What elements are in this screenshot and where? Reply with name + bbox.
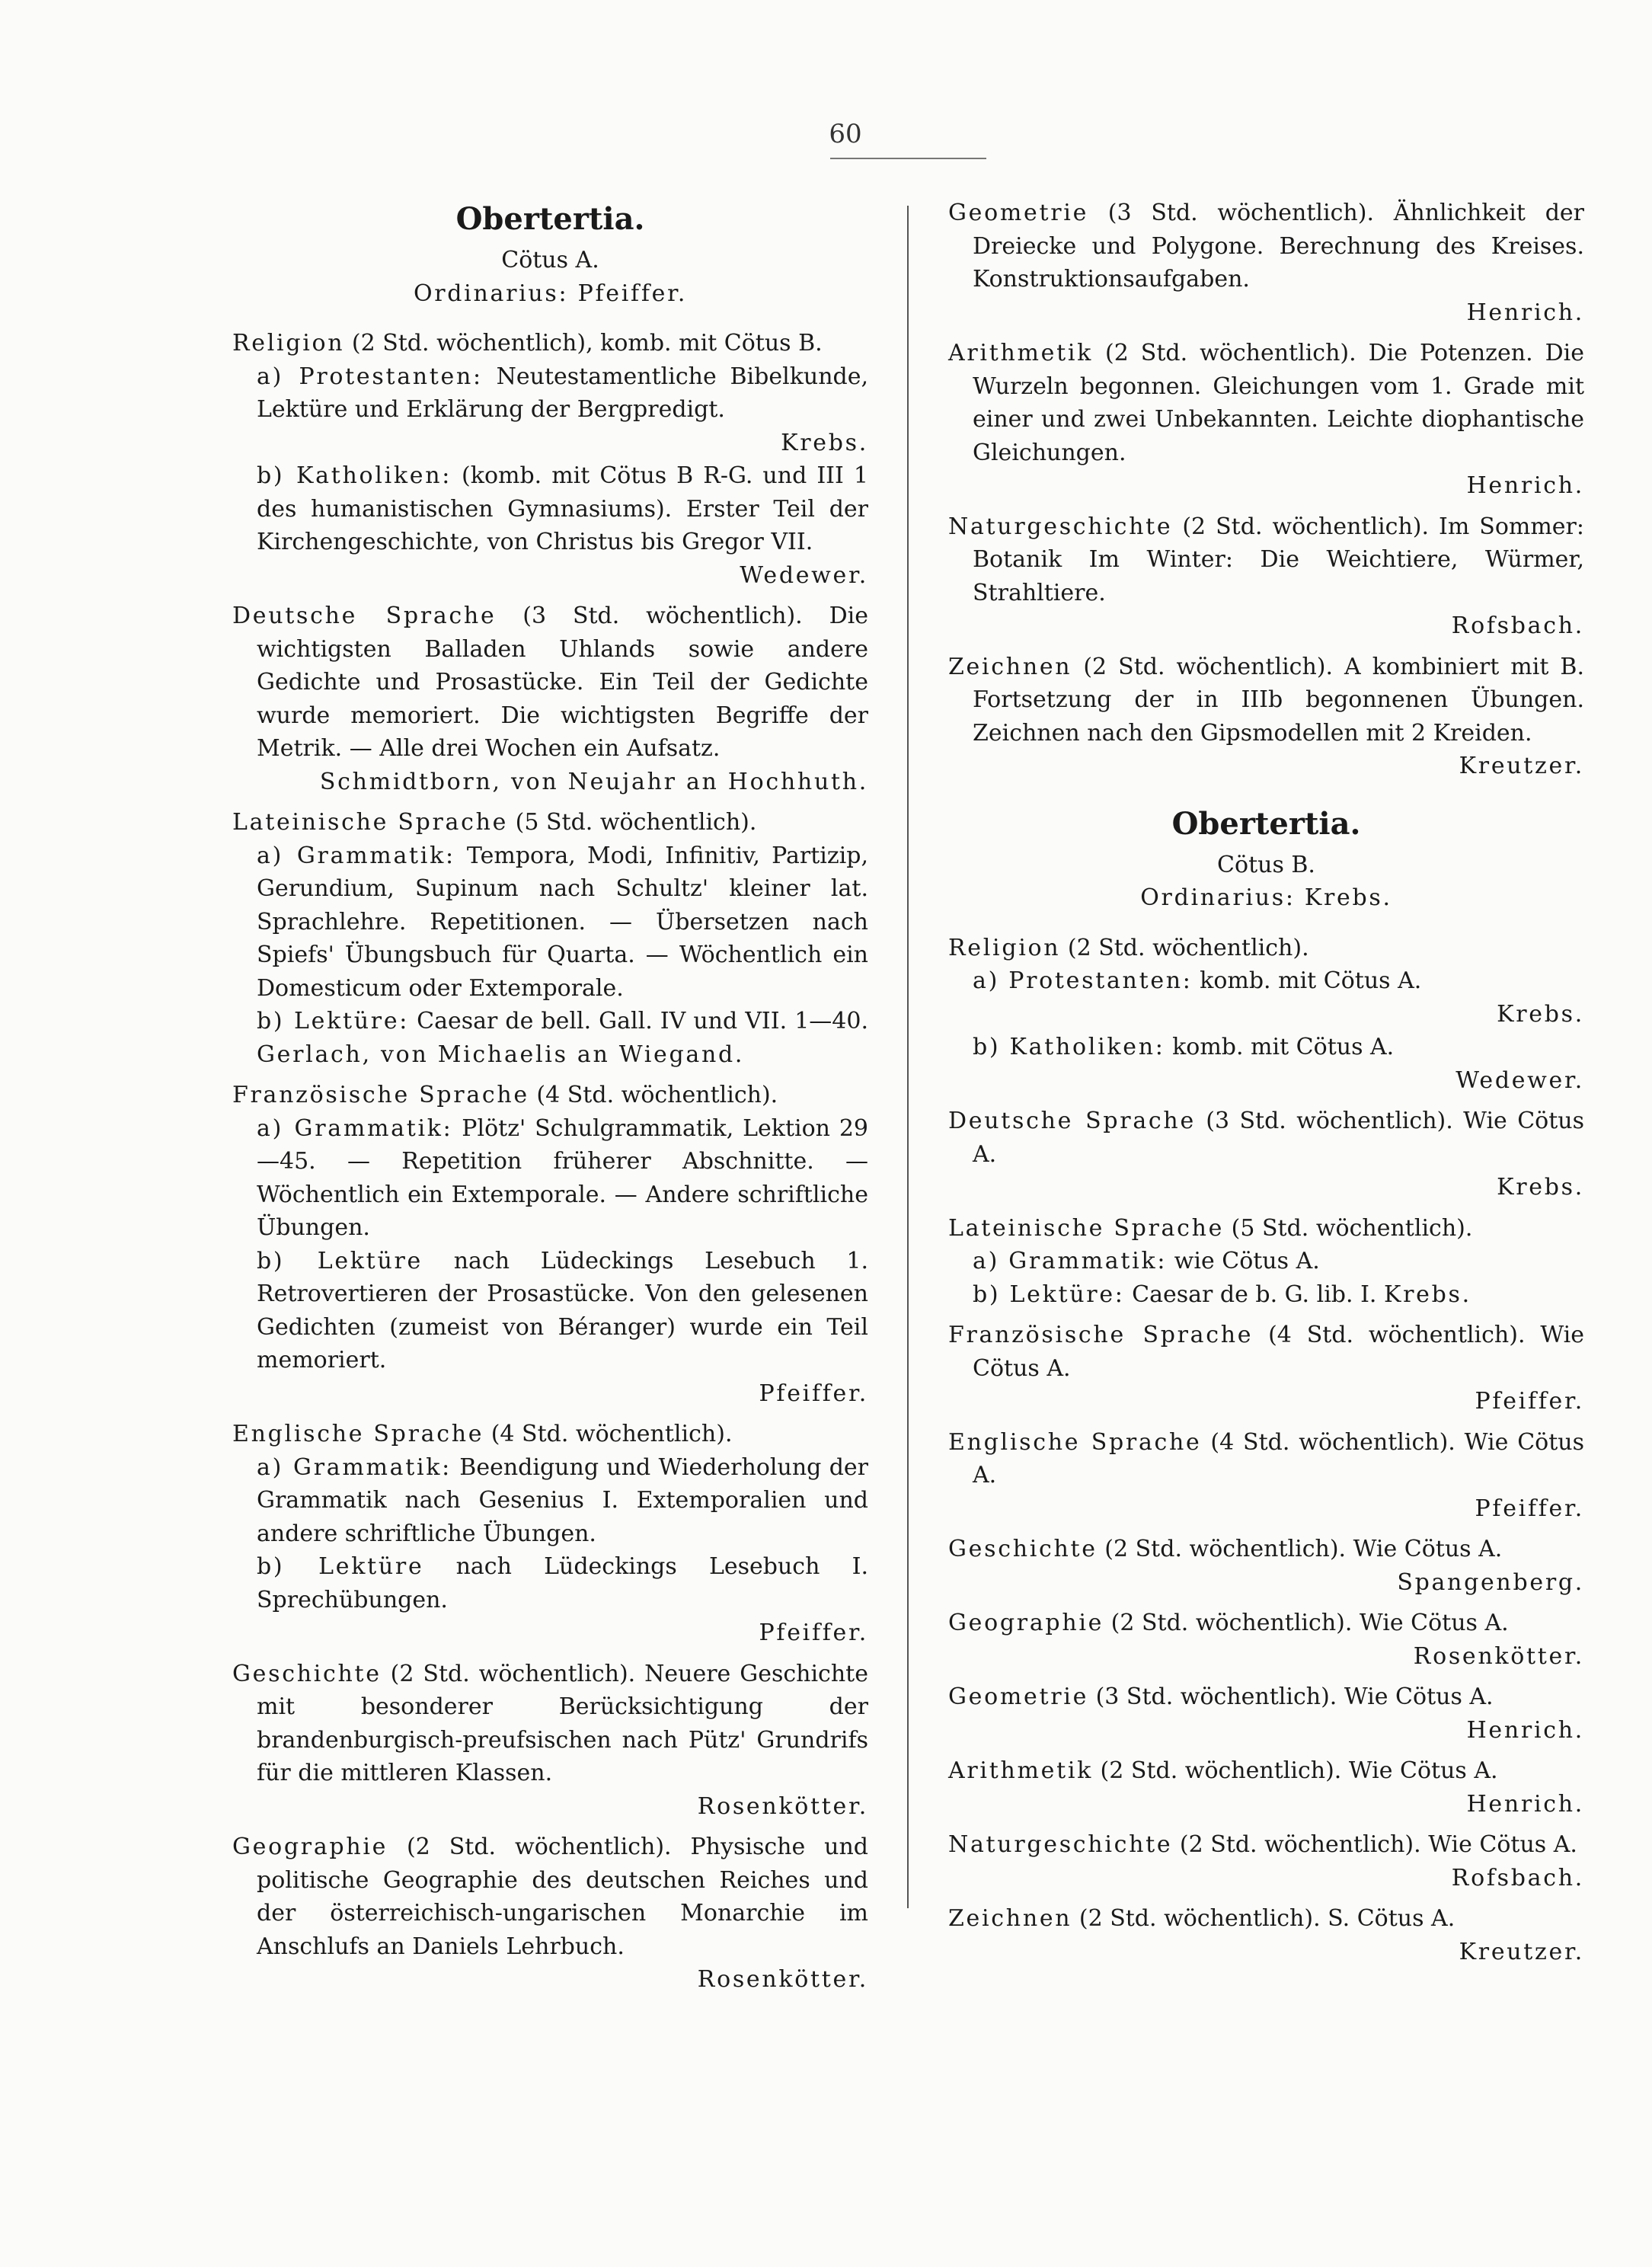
subject-arithmetik <box>948 337 1584 503</box>
sub-text: Caesar de b. G. lib. I. <box>1124 1281 1377 1308</box>
sub-text: Plötz' Schulgrammatik, Lektion 29—45. — Repetition früherer Abschnitte. — Wöchentlich ein Extemporale. — Andere schriftliche Übungen. <box>257 1114 869 1241</box>
section-title: Obertertia. <box>1171 805 1361 842</box>
subject-head: Naturgeschichte <box>948 513 1173 540</box>
subject-franzoesisch-b <box>948 1319 1584 1418</box>
subject-arithmetik-b <box>948 1754 1584 1821</box>
teacher-name: Kreutzer. <box>1459 753 1584 779</box>
sub-text: Beendigung und Wiederholung der Grammatik nach Gesenius I. Extemporalien und andere schriftliche Übungen. <box>257 1453 868 1547</box>
subject-head: Geschichte <box>948 1536 1098 1562</box>
subject-geometrie-b <box>948 1680 1584 1747</box>
coetus-label: Cötus B. <box>1217 851 1315 878</box>
subject-hours: (2 Std. wöchentlich), komb. mit Cötus B. <box>344 330 823 357</box>
subject-head: Geometrie <box>948 200 1089 226</box>
teacher-name: Krebs. <box>1384 1281 1471 1308</box>
subject-head: Arithmetik <box>948 340 1094 366</box>
subject-text: (2 Std. wöchentlich). Physische und politische Geographie des deutschen Reiches und der österreichisch-ungarischen Monarchie im Anschlufs an Daniels Lehrbuch. <box>257 1834 868 1960</box>
subject-head: Französische Sprache <box>948 1322 1254 1348</box>
sub-text: nach Lüdeckings Lesebuch I. Sprechübungen. <box>257 1553 868 1613</box>
subject-head: Lateinische Sprache <box>948 1214 1225 1242</box>
subject-head: Deutsche Sprache <box>232 603 497 629</box>
subject-latein-b <box>948 1212 1584 1312</box>
subject-text: (3 Std. wöchentlich). Die wichtigsten Balladen Uhlands sowie andere Gedichte und Prosastücke. Ein Teil der Gedichte wurde memoriert. Die wichtigsten Begriffe der Metrik. — Alle drei Wochen ein Aufsatz. <box>257 603 869 762</box>
sub-text: komb. mit Cötus A. <box>1192 967 1422 994</box>
subject-latein <box>232 806 868 1071</box>
subject-head: Französische Sprache <box>232 1082 529 1108</box>
teacher-name: Pfeiffer. <box>759 1620 868 1646</box>
subject-religion <box>232 327 868 592</box>
teacher-name: Rofsbach. <box>1451 612 1584 639</box>
subject-naturgeschichte <box>948 510 1584 643</box>
subject-text: (4 Std. wöchentlich). Wie Cötus A. <box>973 1428 1584 1488</box>
teacher-name: Kreutzer. <box>1459 1938 1584 1965</box>
sub-text: wie Cötus A. <box>1167 1248 1320 1274</box>
subject-head: Zeichnen <box>948 653 1072 680</box>
teacher-name: Rosenkötter. <box>697 1966 868 1993</box>
sub-text: Neutestamentliche Bibelkunde, Lektüre und Erklärung der Bergpredigt. <box>257 363 869 423</box>
left-column <box>232 197 868 2004</box>
teacher-name: Schmidtborn, von Neujahr an Hochhuth. <box>319 768 868 795</box>
subject-geometrie <box>948 197 1584 329</box>
page-number: 60 <box>829 119 862 149</box>
subject-head: Deutsche Sprache <box>948 1108 1196 1134</box>
subject-englisch-b <box>948 1426 1584 1526</box>
teacher-name: Henrich. <box>1466 1716 1584 1744</box>
ordinarius-label: Ordinarius: Pfeiffer. <box>413 280 688 307</box>
sub-label: b) Katholiken: <box>257 462 452 489</box>
teacher-name: Rosenkötter. <box>697 1792 868 1820</box>
sub-text: (komb. mit Cötus B R-G. und III 1 des humanistischen Gymnasiums). Erster Teil der Kirchengeschichte, von Christus bis Gregor VII. <box>257 462 868 555</box>
subject-text: (2 Std. wöchentlich). Wie Cötus A. <box>1104 1610 1509 1636</box>
subject-geschichte <box>232 1658 868 1824</box>
subject-head: Religion <box>232 330 345 357</box>
coetus-label: Cötus A. <box>501 247 599 273</box>
teacher-name: Henrich. <box>1466 1790 1584 1818</box>
subject-head: Geschichte <box>232 1660 382 1687</box>
teacher-name: Rosenkötter. <box>1413 1642 1584 1670</box>
sub-label: b) Lektüre: <box>973 1281 1125 1308</box>
subject-text: (2 Std. wöchentlich). Neuere Geschichte mit besonderer Berücksichtigung der brandenburgisch-preufsischen nach Pütz' Grundrifs für die mittleren Klassen. <box>257 1660 868 1786</box>
teacher-name: Rofsbach. <box>1451 1864 1584 1891</box>
subject-naturgeschichte-b <box>948 1828 1584 1894</box>
subject-deutsch <box>232 600 868 798</box>
subject-text: (2 Std. wöchentlich). Wie Cötus A. <box>1093 1757 1498 1784</box>
teacher-name: Pfeiffer. <box>1475 1388 1584 1415</box>
teacher-name: Gerlach, von Michaelis an Wiegand. <box>257 1041 745 1068</box>
column-divider <box>907 206 909 1908</box>
teacher-name: Wedewer. <box>740 561 868 589</box>
subject-hours: (2 Std. wöchentlich). <box>1060 934 1309 961</box>
subject-head: Geographie <box>948 1610 1104 1636</box>
ordinarius-label: Ordinarius: Krebs. <box>1140 884 1392 911</box>
sub-label: b) Lektüre <box>257 1247 423 1274</box>
subject-text: (2 Std. wöchentlich). Im Sommer: Botanik Im Winter: Die Weichtiere, Würmer, Strahltiere. <box>973 513 1584 606</box>
teacher-name: Pfeiffer. <box>1475 1495 1584 1522</box>
subject-geographie <box>232 1831 868 1997</box>
sub-text: nach Lüdeckings Lesebuch 1. Retrovertieren der Prosastücke. Von den gelesenen Gedichten (zumeist von Béranger) wurde ein Teil memoriert. <box>257 1247 868 1373</box>
subject-hours: (4 Std. wöchentlich). <box>484 1421 733 1447</box>
sub-label: a) Grammatik: <box>973 1248 1168 1274</box>
subject-hours: (4 Std. wöchentlich). <box>529 1082 778 1108</box>
subject-text: (2 Std. wöchentlich). A kombiniert mit B. Fortsetzung der in IIIb begonnenen Übungen. Zeichnen nach den Gipsmodellen mit 2 Kreiden. <box>973 653 1584 747</box>
subject-head: Religion <box>948 934 1061 961</box>
teacher-name: Krebs. <box>781 429 868 456</box>
subject-head: Englische Sprache <box>232 1421 484 1447</box>
subject-hours: (5 Std. wöchentlich). <box>508 809 757 836</box>
subject-head: Geographie <box>232 1834 388 1860</box>
subject-text: (2 Std. wöchentlich). Die Potenzen. Die Wurzeln begonnen. Gleichungen vom 1. Grade mit einer und zwei Unbekannten. Leichte diophantische Gleichungen. <box>973 340 1584 466</box>
subject-text: (2 Std. wöchentlich). Wie Cötus A. <box>1172 1831 1577 1858</box>
subject-geographie-b <box>948 1607 1584 1673</box>
subject-text: (2 Std. wöchentlich). Wie Cötus A. <box>1097 1536 1503 1562</box>
sub-label: a) Grammatik: <box>257 1453 452 1481</box>
teacher-name: Pfeiffer. <box>759 1380 868 1407</box>
teacher-name: Krebs. <box>1497 1174 1584 1201</box>
teacher-name: Spangenberg. <box>1397 1568 1584 1596</box>
subject-head: Lateinische Sprache <box>232 809 509 836</box>
teacher-name: Henrich. <box>1466 472 1584 499</box>
subject-head: Geometrie <box>948 1683 1089 1710</box>
subject-head: Naturgeschichte <box>948 1831 1173 1858</box>
sub-label: a) Grammatik: <box>257 1114 453 1142</box>
subject-deutsch-b <box>948 1105 1584 1204</box>
right-column <box>948 197 1584 1976</box>
subject-text: (2 Std. wöchentlich). S. Cötus A. <box>1072 1905 1455 1932</box>
subject-head: Englische Sprache <box>948 1428 1202 1456</box>
subject-head: Zeichnen <box>948 1905 1072 1932</box>
subject-zeichnen-b <box>948 1902 1584 1968</box>
sub-label: b) Lektüre: <box>257 1008 410 1034</box>
teacher-name: Wedewer. <box>1455 1066 1584 1094</box>
sub-label: b) Lektüre <box>257 1553 424 1580</box>
subject-head: Arithmetik <box>948 1757 1094 1784</box>
subject-text: (4 Std. wöchentlich). Wie Cötus A. <box>973 1322 1584 1382</box>
header-rule <box>830 158 986 159</box>
sub-label: a) Protestanten: <box>257 363 483 390</box>
teacher-name: Krebs. <box>1497 1000 1584 1028</box>
sub-text: Caesar de bell. Gall. IV und VII. 1—40. <box>409 1008 868 1034</box>
sub-text: komb. mit Cötus A. <box>1165 1034 1395 1060</box>
subject-franzoesisch <box>232 1079 868 1410</box>
subject-text: (3 Std. wöchentlich). Ähnlichkeit der Dreiecke und Polygone. Berechnung des Kreises. Konstruktionsaufgaben. <box>973 200 1584 293</box>
subject-text: (3 Std. wöchentlich). Wie Cötus A. <box>973 1108 1584 1168</box>
subject-religion-b <box>948 932 1584 1098</box>
subject-zeichnen <box>948 651 1584 783</box>
teacher-name: Henrich. <box>1466 299 1584 326</box>
subject-text: (3 Std. wöchentlich). Wie Cötus A. <box>1088 1683 1494 1710</box>
sub-label: b) Katholiken: <box>973 1034 1165 1060</box>
sub-label: a) Protestanten: <box>973 967 1193 994</box>
subject-englisch <box>232 1418 868 1650</box>
sub-label: a) Grammatik: <box>257 842 455 869</box>
sub-text: Tempora, Modi, Infinitiv, Partizip, Gerundium, Supinum nach Schultz' kleiner lat. Sprachlehre. Repetitionen. — Übersetzen nach Spiefs' Übungsbuch für Quarta. — Wöchentlich ein Domesticum oder Extemporale. <box>257 842 868 1002</box>
subject-geschichte-b <box>948 1533 1584 1599</box>
section-title: Obertertia. <box>455 201 645 237</box>
subject-hours: (5 Std. wöchentlich). <box>1224 1214 1473 1242</box>
